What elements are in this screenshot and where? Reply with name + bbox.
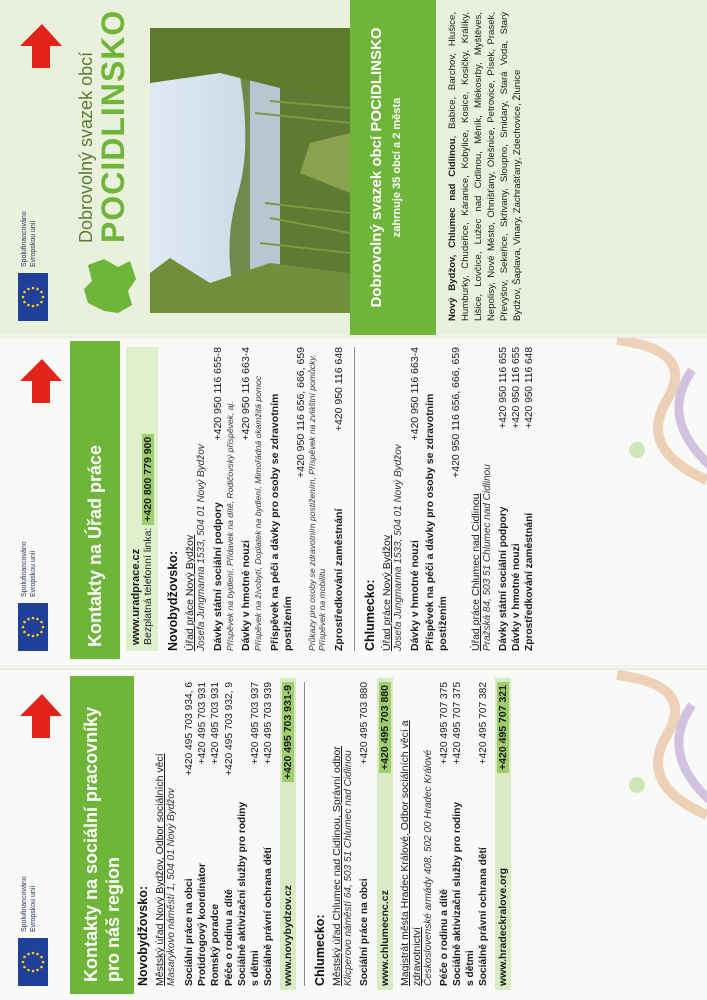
benefit-phone: +420 950 116 663-4 [240, 347, 253, 441]
panel-cover [0, 0, 707, 335]
contact-label: Sociálně aktivizační služby pro rodiny s dětmi [236, 802, 262, 986]
web-link[interactable]: www.uradprace.cz [130, 548, 142, 645]
contact-row [236, 682, 262, 986]
web-link-row[interactable] [495, 678, 511, 990]
contact-phone: +420 495 703 880 [359, 682, 371, 765]
town-list-rest: , Babice, Barchov, Hlušice, Humburky, Chudeřice, Káranice, Kobylice, Kosice, Kosičky, Králíky, Lišice, Lovčice, Lužec nad Cidlinou, Měník, Mlékosrby, Myštěves, Nepolisy, Nové Město, Ohnišťany, Olešnice, Petrovice, Písek, Prasek, Převýšov, Sekeřice, Skřivany, Sloupno, Smidary, Stará Voda, Starý Bydžov, Šaplava, Vinary, Zachrašťany, Zdechovice, Žlunice [447, 12, 523, 321]
benefit-phone: +420 950 116 663-4 [408, 347, 421, 441]
contact-row [477, 682, 490, 986]
office-address: Československé armády 408, 502 00 Hradec Králové [422, 749, 434, 986]
logo-bar [10, 14, 70, 321]
eu-flag-icon [18, 603, 48, 651]
cover-banner-subtitle: zahrnuje 35 obcí a 2 města [391, 97, 403, 238]
contact-list [497, 347, 537, 651]
decorative-swirl-icon [597, 670, 707, 825]
benefit-label: Dávky státní sociální podpory [212, 502, 224, 651]
section-chlumecko: Chlumecko: [362, 579, 377, 651]
divider [354, 347, 355, 651]
web-link[interactable]: www.novybydzov.cz [282, 885, 295, 986]
cover-title-big: POCIDLINSKO [95, 9, 131, 243]
contact-label: Péče o rodinu a dítě [438, 889, 450, 986]
panel-labour-office [0, 335, 707, 665]
web-link[interactable]: www.chlumecnc.cz [378, 890, 391, 986]
office-name: Městský úřad Chlumec nad Cidlinou, Správní odbor [331, 746, 344, 986]
eu-cofinanced-text: Spolufinancováno Evropskou unií [21, 211, 37, 267]
benefit-label: Dávky v hmotné nouzi [408, 540, 421, 651]
web-link-row[interactable] [280, 678, 296, 990]
eu-cofinanced-text: Spolufinancováno Evropskou unií [21, 876, 37, 932]
contact-label: Sociální práce na obci [184, 878, 195, 986]
decorative-swirl-icon [597, 335, 707, 490]
contact-phone: +420 495 703 931 [197, 682, 209, 765]
office-address: Klicperovo náměstí 64, 503 51 Chlumec nad Cidlinou [343, 750, 355, 986]
contact-label: Romský poradce [210, 903, 222, 986]
contact-phone: +420 950 116 655 [497, 347, 509, 429]
contact-label: Péče o rodinu a dítě [223, 889, 235, 986]
contact-phone: +420 950 116 655 [510, 347, 522, 429]
office-name: Úřad práce Chlumec nad Cidlinou [469, 493, 482, 651]
benefit-phone: +420 950 116 656, 666, 659 [449, 347, 462, 478]
contact-row [438, 682, 451, 986]
contact-list [183, 682, 275, 986]
eu-cofinanced-text: Spolufinancováno Evropskou unií [21, 541, 37, 597]
uradprace-box [126, 347, 158, 651]
benefit-label: Dávky v hmotné nouzi [240, 540, 253, 651]
benefit-phone: +420 950 116 656, 666, 659 [294, 347, 307, 478]
office-address: Josefa Jungmanna 1533, 504 01 Nový Bydžov [196, 444, 207, 651]
contact-phone: +420 495 707 382 [478, 682, 490, 765]
contact-label: Sociálně aktivizační služby pro rodiny s dětmi [451, 802, 477, 986]
contact-phone: +420 495 703 934, 6 [184, 682, 195, 776]
contact-row [523, 347, 536, 651]
town-list-main: Nový Bydžov, Chlumec nad Cidlinou [447, 138, 458, 321]
benefit-phone: +420 950 116 648 [332, 347, 345, 432]
logo-bar [10, 684, 70, 986]
panel2-title: Kontakty na Úřad práce [70, 341, 120, 659]
contact-row [209, 682, 222, 986]
hotline-label: Bezplatná telefonní linka: [142, 527, 154, 645]
region-map-icon [74, 251, 144, 321]
benefit-phone: +420 950 116 655-8 [212, 347, 224, 441]
eu-flag-icon [18, 273, 48, 321]
benefit-item [424, 347, 462, 651]
divider [304, 682, 305, 986]
logo-bar [10, 349, 70, 651]
benefit-item [269, 347, 328, 651]
web-phone: +420 495 703 931-9 [282, 682, 294, 782]
kraj-logo-icon [12, 14, 64, 76]
contact-phone: +420 950 116 648 [524, 347, 536, 429]
office-name: Městský úřad Nový Bydžov, Odbor sociálních věcí [154, 753, 166, 986]
office-name: Úřad práce Nový Bydžov [184, 534, 196, 651]
panel2-content [120, 347, 536, 651]
cover-banner [350, 0, 436, 335]
hotline-phone: +420 800 779 900 [142, 434, 154, 525]
contact-label: Zprostředkování zaměstnání [524, 512, 536, 651]
contact-label: Sociálně právní ochrana dětí [263, 847, 275, 986]
benefit-label: Příspěvek na péči a dávky pro osoby se zdravotním postižením [423, 393, 449, 651]
section-novobydzovsko: Novobydžovsko: [166, 550, 180, 651]
contact-label: Protidrogový koordinátor [197, 863, 209, 986]
benefit-note: Průkazy pro osoby se zdravotním postižením, Příspěvek na zvláštní pomůcky, Příspěvek na mobilitu [306, 354, 328, 651]
contact-row [183, 682, 196, 986]
web-phone: +420 495 703 880 [379, 682, 391, 773]
benefit-label: Zprostředkování zaměstnání [332, 508, 345, 651]
web-link-row[interactable] [377, 678, 393, 990]
cover-title [76, 9, 131, 243]
benefit-label: Příspěvek na péči a dávky pro osoby se zdravotním postižením [268, 393, 294, 651]
contact-list [438, 682, 491, 986]
contact-row [196, 682, 209, 986]
contact-row [510, 347, 523, 651]
benefit-item [333, 347, 346, 651]
office-address: Masarykovo náměstí 1, 504 01 Nový Bydžov [166, 788, 177, 986]
kraj-logo-icon [12, 349, 64, 411]
contact-label: Dávky státní sociální podpory [497, 506, 509, 651]
contact-row [262, 682, 275, 986]
contact-phone: +420 495 707 375 [438, 682, 450, 765]
panel-social-workers [0, 670, 707, 1000]
section-novobydzovsko: Novobydžovsko: [136, 885, 150, 986]
panel1-title: Kontakty na sociální pracovníky pro náš region [70, 676, 134, 994]
contact-phone: +420 495 707 375 [451, 682, 463, 765]
contact-phone: +420 495 703 937 [250, 682, 262, 765]
benefit-item [409, 347, 422, 651]
contact-phone: +420 495 703 932, 9 [223, 682, 235, 776]
section-chlumecko: Chlumecko: [313, 914, 328, 986]
contact-phone: +420 495 703 931 [210, 682, 222, 765]
office-address: Pražská 84, 503 51 Chlumec nad Cidlinou [481, 464, 493, 651]
contact-label: Dávky v hmotné nouzi [510, 543, 522, 651]
office-name: Magistrát města Hradec Králové, Odbor sociálních věcí a zdravotnictví [398, 720, 423, 986]
contact-phone: +420 495 703 939 [263, 682, 275, 765]
office-address: Josefa Jungmanna 1533, 504 01 Nový Bydžov [392, 444, 404, 651]
contact-row [358, 682, 371, 986]
benefit-note: Příspěvek na živobytí, Doplatek na bydlení, Mimořádná okamžitá pomoc [253, 375, 264, 651]
contact-row [497, 347, 510, 651]
benefit-item [240, 347, 263, 651]
landscape-photo [150, 28, 350, 313]
benefit-item [212, 347, 235, 651]
benefit-note: Příspěvek na bydlení, Přídavek na dítě, Rodičovský příspěvek, aj. [225, 401, 235, 651]
web-phone: +420 495 707 321 [497, 682, 509, 773]
cover-banner-title: Dobrovolný svazek obcí POCIDLINSKO [368, 27, 385, 308]
cover-subtitle: Dobrovolný svazek obcí [76, 51, 96, 243]
town-list [446, 12, 524, 321]
office-name: Úřad práce Nový Bydžov [380, 534, 393, 651]
contact-label: Sociálně právní ochrana dětí [478, 847, 490, 986]
web-link[interactable]: www.hradeckralove.org [497, 867, 510, 986]
contact-row [451, 682, 477, 986]
panel1-content [128, 682, 517, 986]
eu-flag-icon [18, 938, 48, 986]
contact-label: Sociální práce na obci [359, 878, 371, 986]
kraj-logo-icon [12, 684, 64, 746]
contact-row [223, 682, 236, 986]
